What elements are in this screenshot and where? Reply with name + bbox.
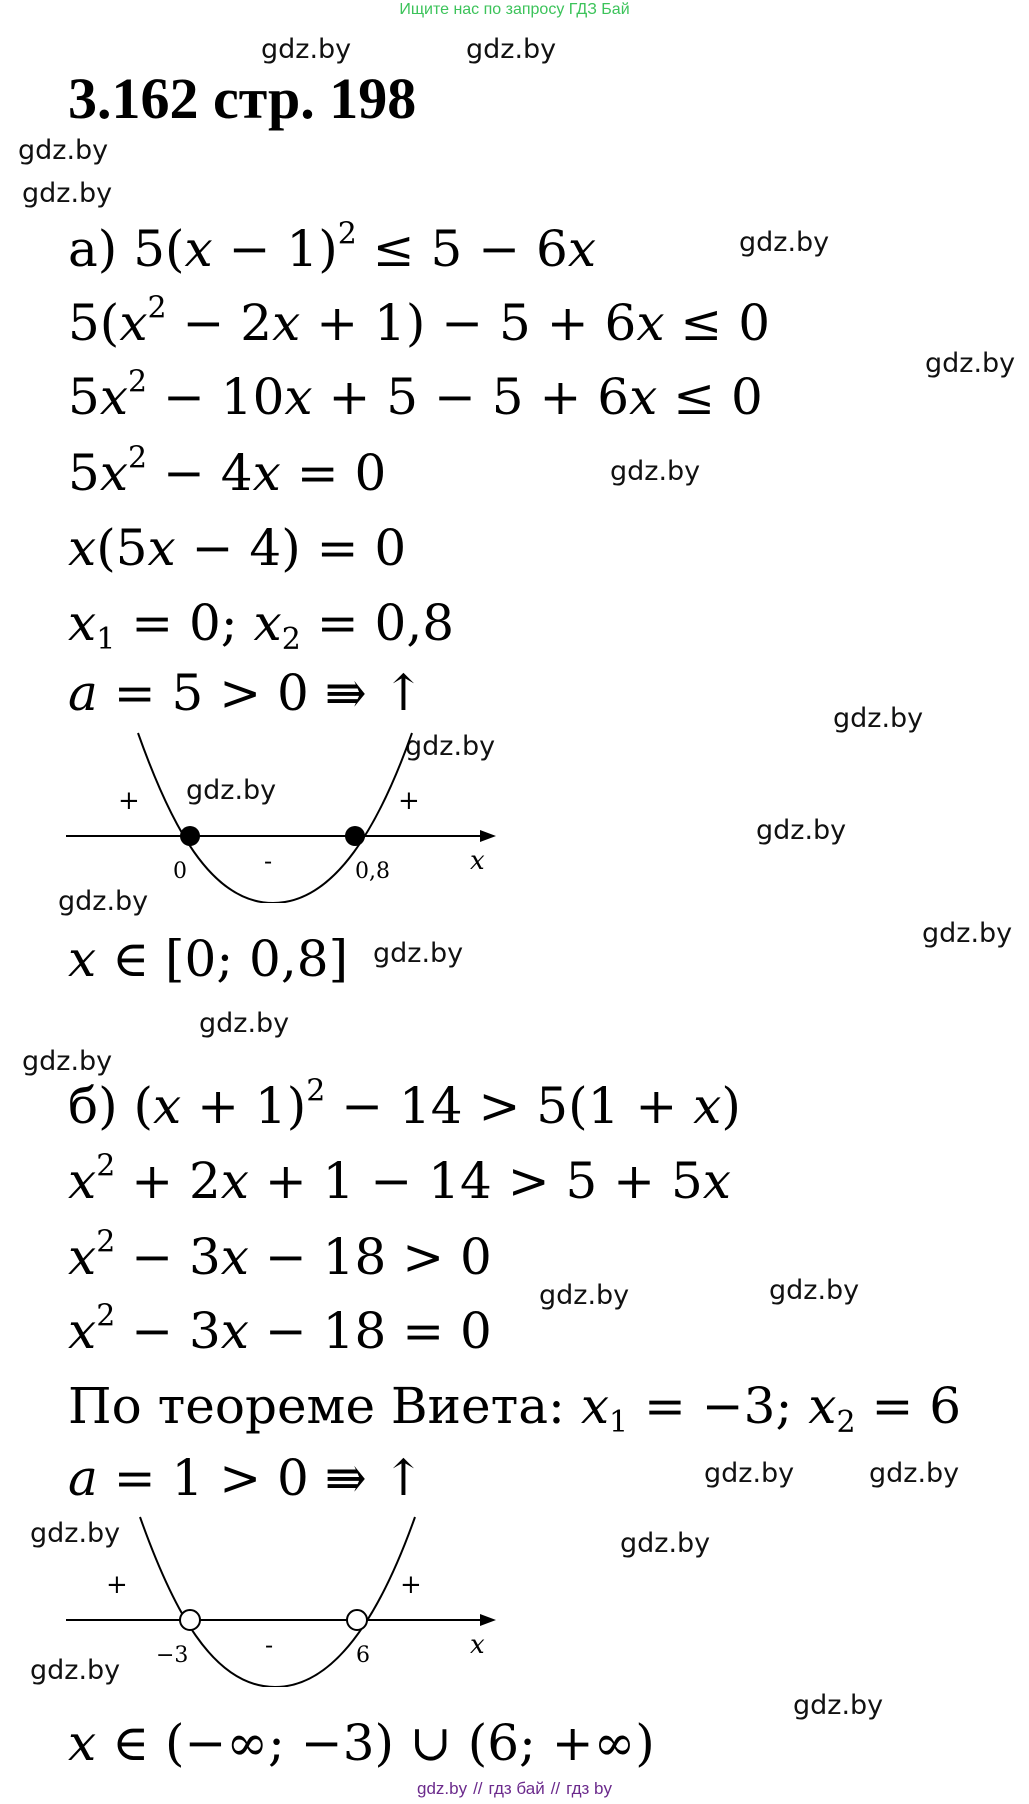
watermark: gdz.by [373, 938, 464, 969]
footer-link-gdz-by[interactable]: gdz.by [416, 1779, 468, 1798]
footer-links [0, 1778, 1029, 1800]
sign-middle-b: - [265, 1631, 274, 1659]
vieta-text: По теореме Виета: [68, 1377, 565, 1435]
root1-label-b: −3 [156, 1643, 189, 1668]
axis-label-b: x [470, 1630, 485, 1660]
watermark: gdz.by [539, 1280, 630, 1311]
equation-a7: a = 5 > 0 ⇛ ↑ [68, 664, 425, 722]
watermark: gdz.by [186, 775, 277, 806]
watermark: gdz.by [756, 815, 847, 846]
watermark: gdz.by [30, 1518, 121, 1549]
watermark: gdz.by [620, 1528, 711, 1559]
root1-label-a: 0 [173, 859, 187, 884]
equation-a2: $5(x^2 - 2x + 1) - 5 + 6x \le 0$ [68, 290, 771, 352]
equation-b5: По теореме Виета: $x_1 = -3$; $x_2 = 6$ [68, 1377, 962, 1440]
watermark: gdz.by [199, 1008, 290, 1039]
filled-point-root2-a [345, 826, 365, 846]
watermark: gdz.by [405, 731, 496, 762]
footer-link-gdz-bai[interactable]: гдз бай [488, 1779, 545, 1798]
sign-right-b: + [400, 1570, 422, 1600]
watermark: gdz.by [30, 1655, 121, 1686]
footer-separator: // [473, 1779, 483, 1798]
answer-a: x ∈ [0; 0,8] [68, 930, 349, 988]
watermark: gdz.by [739, 227, 830, 258]
watermark: gdz.by [466, 34, 557, 65]
equation-b4: $x^2 - 3x - 18 = 0$ [68, 1298, 492, 1360]
open-point-root1-b [180, 1610, 200, 1630]
watermark: gdz.by [869, 1458, 960, 1489]
axis-label-a: x [470, 846, 485, 876]
equation-b1: б) $(x + 1)^2 - 14 > 5(1 + x)$ [68, 1073, 741, 1135]
footer-separator: // [550, 1779, 561, 1798]
watermark: gdz.by [833, 703, 924, 734]
footer-link-gdz-by-cyr[interactable]: гдз by [566, 1779, 612, 1798]
root2-label-a: 0,8 [355, 859, 390, 884]
part-a-label: а) [68, 220, 118, 278]
axis-arrow-a [480, 830, 496, 842]
watermark: gdz.by [610, 456, 701, 487]
watermark: gdz.by [18, 135, 109, 166]
sign-chart-a [60, 728, 510, 903]
watermark: gdz.by [793, 1690, 884, 1721]
equation-a5: x(5x − 4) = 0 [68, 519, 407, 577]
watermark: gdz.by [922, 918, 1013, 949]
axis-arrow-b [480, 1614, 496, 1626]
watermark: gdz.by [769, 1275, 860, 1306]
sign-left-b: + [106, 1570, 128, 1600]
watermark: gdz.by [704, 1458, 795, 1489]
filled-point-root1-a [180, 826, 200, 846]
sign-chart-b [60, 1512, 510, 1687]
equation-b3: $x^2 - 3x - 18 > 0$ [68, 1224, 492, 1286]
watermark: gdz.by [22, 1046, 113, 1077]
answer-b: x ∈ (−∞; −3) ∪ (6; +∞) [68, 1714, 655, 1772]
equation-a4: $5x^2 - 4x = 0$ [68, 440, 387, 502]
sign-middle-a: - [264, 847, 273, 875]
equation-a1: а) $5(x - 1)^2 \le 5 - 6x$ [68, 216, 597, 278]
watermark: gdz.by [22, 178, 113, 209]
sign-left-a: + [118, 786, 140, 816]
part-b-label: б) [68, 1077, 118, 1135]
equation-b2: $x^2 + 2x + 1 - 14 > 5 + 5x$ [68, 1148, 731, 1210]
root2-label-b: 6 [356, 1643, 370, 1668]
equation-a6: $x_1 = 0$; $x_2 = 0,8$ [68, 594, 455, 657]
watermark: gdz.by [58, 886, 149, 917]
watermark: gdz.by [261, 34, 352, 65]
top-banner[interactable]: Ищите нас по запросу ГДЗ Бай [399, 1, 630, 18]
page-title: 3.162 стр. 198 [68, 66, 417, 131]
watermark: gdz.by [925, 348, 1016, 379]
sign-right-a: + [398, 786, 420, 816]
open-point-root2-b [347, 1610, 367, 1630]
equation-b6: a = 1 > 0 ⇛ ↑ [68, 1449, 425, 1507]
equation-a3: $5x^2 - 10x + 5 - 5 + 6x \le 0$ [68, 364, 763, 426]
